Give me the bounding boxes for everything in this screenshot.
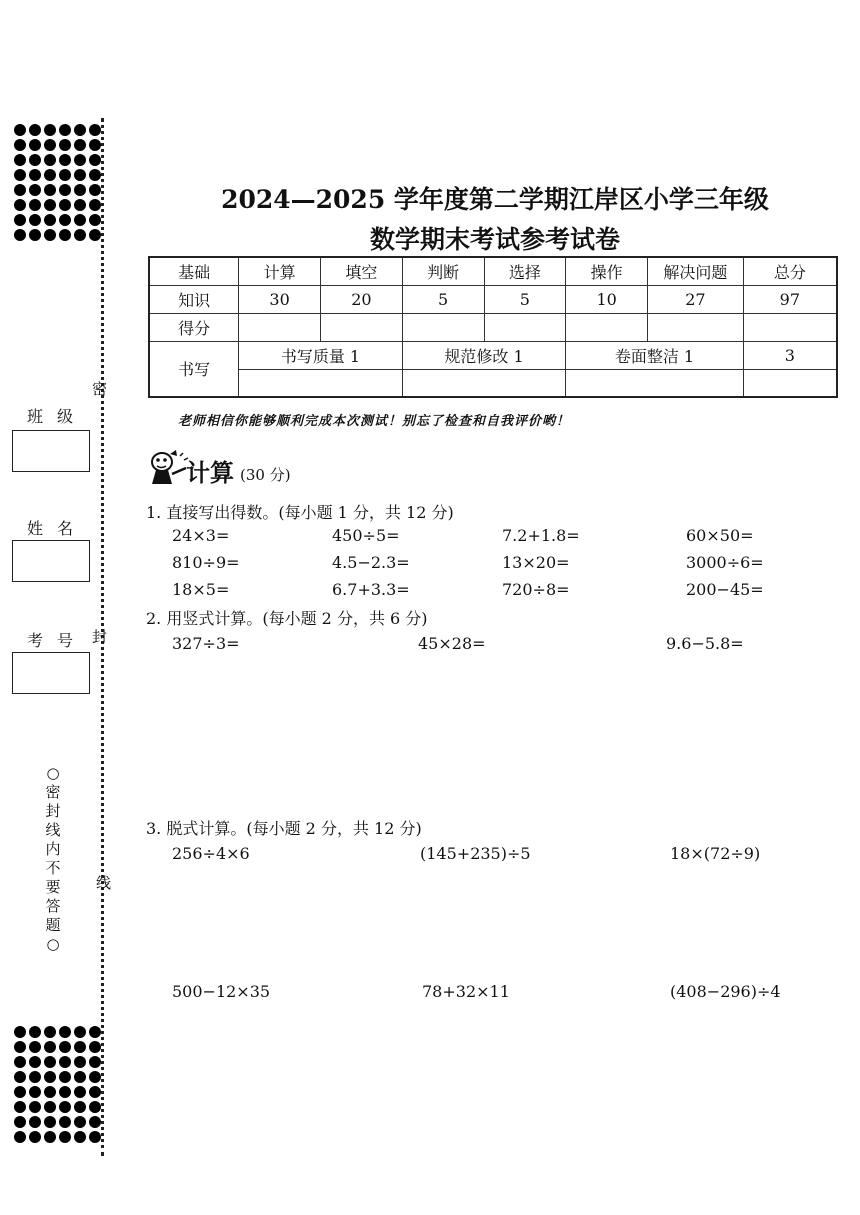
- seal-char-mi: 密: [92, 380, 108, 398]
- dot: [44, 1131, 56, 1143]
- dot: [29, 1116, 41, 1128]
- oral-problem: 18×5=: [172, 580, 230, 599]
- col-head: 判断: [402, 257, 484, 285]
- score-table: [148, 256, 838, 398]
- name-label: 姓名: [27, 519, 88, 538]
- writing-item: 书写质量 1: [239, 341, 403, 369]
- dot: [59, 1026, 71, 1038]
- dot: [89, 1131, 101, 1143]
- oral-problem: 720÷8=: [502, 580, 570, 599]
- dot-pattern-bottom: [14, 1026, 101, 1143]
- dot: [89, 1056, 101, 1068]
- col-head: 计算: [239, 257, 321, 285]
- dot: [59, 1131, 71, 1143]
- dot: [14, 1131, 26, 1143]
- dot: [14, 1101, 26, 1113]
- section-score: (30 分): [240, 466, 291, 484]
- dot: [44, 1056, 56, 1068]
- dot: [44, 154, 56, 166]
- score-cell[interactable]: [648, 313, 744, 341]
- dot: [74, 1056, 86, 1068]
- dot: [74, 154, 86, 166]
- dot: [14, 1071, 26, 1083]
- dot: [29, 1131, 41, 1143]
- dot: [74, 1086, 86, 1098]
- dot: [29, 1071, 41, 1083]
- dot: [59, 124, 71, 136]
- q2-title: 2. 用竖式计算。(每小题 2 分，共 6 分): [146, 609, 428, 628]
- writing-score-cell[interactable]: [743, 369, 837, 397]
- dot: [44, 139, 56, 151]
- seal-warning-note: ○密封线内不要答题○: [45, 764, 61, 953]
- row-head-knowledge: 知识: [149, 285, 239, 313]
- section-header: [146, 448, 291, 488]
- dot: [89, 124, 101, 136]
- dot: [14, 1056, 26, 1068]
- q3-title: 3. 脱式计算。(每小题 2 分，共 12 分): [146, 819, 422, 838]
- dot: [29, 1056, 41, 1068]
- step-problem: 500−12×35: [172, 982, 271, 1001]
- vertical-problem: 327÷3=: [172, 634, 240, 653]
- dot: [89, 139, 101, 151]
- dot: [74, 139, 86, 151]
- oral-problem: 60×50=: [686, 526, 754, 545]
- dot: [14, 1086, 26, 1098]
- dot: [14, 1041, 26, 1053]
- oral-problem: 450÷5=: [332, 526, 400, 545]
- dot: [14, 1116, 26, 1128]
- dot: [74, 1071, 86, 1083]
- points-cell: 10: [566, 285, 648, 313]
- score-cell[interactable]: [320, 313, 402, 341]
- dot: [59, 1116, 71, 1128]
- step-problem: 78+32×11: [422, 982, 510, 1001]
- class-label: 班级: [27, 407, 88, 426]
- score-cell[interactable]: [402, 313, 484, 341]
- score-cell[interactable]: [484, 313, 566, 341]
- dot: [59, 1101, 71, 1113]
- q1-title: 1. 直接写出得数。(每小题 1 分，共 12 分): [146, 503, 454, 522]
- dot: [74, 1026, 86, 1038]
- row-head-writing: 书写: [149, 341, 239, 397]
- exam-title-line2: 数学期末考试参考试卷: [369, 225, 620, 254]
- row-head-basic: 基础: [149, 257, 239, 285]
- dot: [29, 124, 41, 136]
- writing-score-cell[interactable]: [402, 369, 566, 397]
- dot: [29, 1041, 41, 1053]
- score-cell[interactable]: [239, 313, 321, 341]
- writing-item: 规范修改 1: [402, 341, 566, 369]
- class-field[interactable]: [12, 430, 90, 472]
- dot: [44, 1071, 56, 1083]
- step-problem: (145+235)÷5: [420, 844, 531, 863]
- col-head: 选择: [484, 257, 566, 285]
- dot: [89, 1116, 101, 1128]
- section-title: 计算: [186, 458, 234, 487]
- seal-char-feng: 封: [92, 628, 108, 646]
- dot: [59, 1086, 71, 1098]
- dot: [44, 1116, 56, 1128]
- dot: [29, 1101, 41, 1113]
- dot: [89, 1101, 101, 1113]
- mascot-icon: [146, 448, 190, 488]
- dot: [74, 124, 86, 136]
- dot: [44, 124, 56, 136]
- dot: [74, 1131, 86, 1143]
- step-problem: (408−296)÷4: [670, 982, 781, 1001]
- dot: [14, 154, 26, 166]
- writing-score-cell[interactable]: [239, 369, 403, 397]
- score-cell[interactable]: [566, 313, 648, 341]
- points-cell: 27: [648, 285, 744, 313]
- vertical-problem: 45×28=: [418, 634, 486, 653]
- oral-problem: 6.7+3.3=: [332, 580, 410, 599]
- dot: [89, 154, 101, 166]
- oral-problem: 200−45=: [686, 580, 764, 599]
- dot: [89, 1026, 101, 1038]
- points-cell: 5: [484, 285, 566, 313]
- step-problem: 18×(72÷9): [670, 844, 761, 863]
- dot: [59, 139, 71, 151]
- col-head: 填空: [320, 257, 402, 285]
- oral-problem: 13×20=: [502, 553, 570, 572]
- name-field[interactable]: [12, 540, 90, 582]
- oral-problem: 24×3=: [172, 526, 230, 545]
- score-cell[interactable]: [743, 313, 837, 341]
- exam-number-field[interactable]: [12, 652, 90, 694]
- exam-title-line1: 2024—2025 学年度第二学期江岸区小学三年级: [221, 185, 769, 214]
- dot: [59, 1071, 71, 1083]
- dot: [44, 1086, 56, 1098]
- exam-number-label: 考号: [27, 631, 88, 650]
- col-head: 操作: [566, 257, 648, 285]
- dot: [29, 139, 41, 151]
- dot: [74, 1116, 86, 1128]
- writing-total: 3: [743, 341, 837, 369]
- col-head: 总分: [743, 257, 837, 285]
- col-head: 解决问题: [648, 257, 744, 285]
- points-cell: 5: [402, 285, 484, 313]
- dot: [74, 1041, 86, 1053]
- encouragement-text: 老师相信你能够顺利完成本次测试！别忘了检查和自我评价哟！: [178, 414, 571, 429]
- writing-item: 卷面整洁 1: [566, 341, 743, 369]
- dot: [29, 154, 41, 166]
- dot: [29, 1086, 41, 1098]
- dot: [14, 139, 26, 151]
- oral-problem: 4.5−2.3=: [332, 553, 410, 572]
- dot: [74, 1101, 86, 1113]
- row-head-score: 得分: [149, 313, 239, 341]
- writing-score-cell[interactable]: [566, 369, 743, 397]
- oral-problem: 3000÷6=: [686, 553, 764, 572]
- dot: [14, 124, 26, 136]
- dot: [89, 1086, 101, 1098]
- oral-problem: 7.2+1.8=: [502, 526, 580, 545]
- vertical-problem: 9.6−5.8=: [666, 634, 744, 653]
- dot: [14, 1026, 26, 1038]
- step-problem: 256÷4×6: [172, 844, 250, 863]
- dot: [59, 154, 71, 166]
- dot: [59, 1056, 71, 1068]
- seal-char-xian: 线: [96, 874, 112, 892]
- dot: [89, 1071, 101, 1083]
- dot: [89, 1041, 101, 1053]
- dot: [59, 1041, 71, 1053]
- dot: [44, 1041, 56, 1053]
- points-cell: 97: [743, 285, 837, 313]
- dot: [44, 1026, 56, 1038]
- dot: [44, 1101, 56, 1113]
- dot: [29, 1026, 41, 1038]
- points-cell: 30: [239, 285, 321, 313]
- points-cell: 20: [320, 285, 402, 313]
- oral-problem: 810÷9=: [172, 553, 240, 572]
